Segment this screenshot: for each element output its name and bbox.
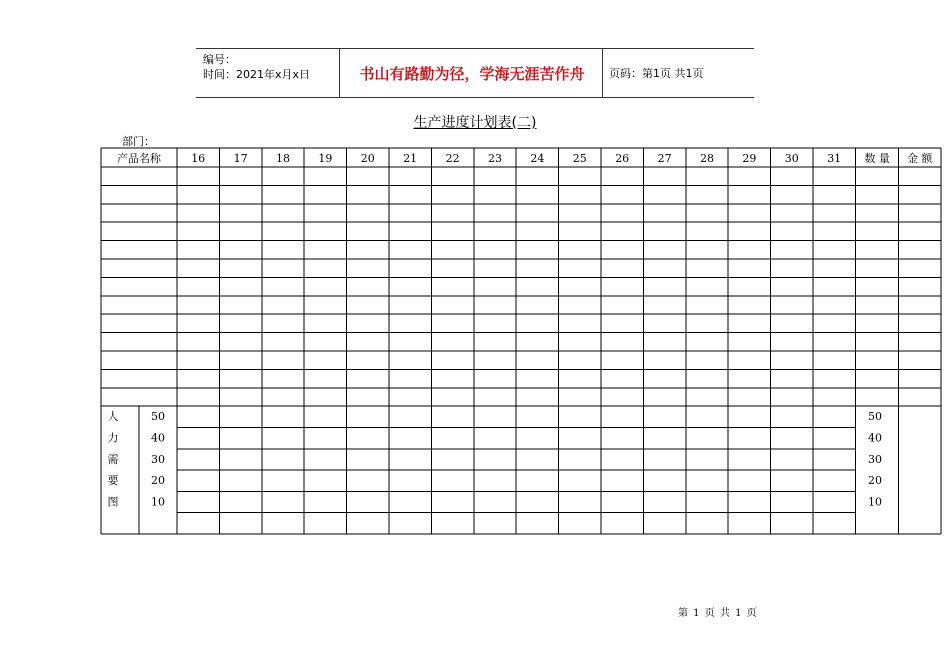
- day-header-18: 18: [276, 152, 290, 165]
- manpower-label-char: 图: [107, 495, 119, 509]
- left-scale-20: 20: [151, 474, 165, 488]
- day-header-29: 29: [742, 152, 757, 165]
- left-scale-10: 10: [151, 495, 165, 509]
- right-scale-50: 50: [868, 410, 882, 424]
- day-header-23: 23: [488, 152, 502, 165]
- day-header-24: 24: [530, 152, 545, 165]
- manpower-label-char: 要: [107, 474, 119, 488]
- day-header-28: 28: [700, 152, 714, 165]
- manpower-label-char: 需: [107, 452, 119, 466]
- day-header-22: 22: [445, 152, 460, 165]
- day-header-27: 27: [657, 152, 672, 165]
- day-header-16: 16: [191, 152, 206, 165]
- day-header-26: 26: [615, 152, 630, 165]
- right-scale-20: 20: [868, 474, 882, 488]
- left-scale-30: 30: [151, 452, 165, 466]
- left-scale-50: 50: [151, 410, 165, 424]
- number-label: 编号：: [203, 53, 236, 66]
- day-header-31: 31: [827, 152, 842, 165]
- day-header-20: 20: [360, 152, 375, 165]
- day-header-25: 25: [572, 152, 587, 165]
- time-label: 时间：2021年x月x日: [203, 68, 311, 81]
- product-name-header: 产品名称: [117, 152, 161, 165]
- page-footer: 第 1 页 共 1 页: [678, 608, 758, 619]
- right-scale-40: 40: [868, 431, 882, 445]
- quantity-header: 数 量: [864, 152, 890, 165]
- day-header-17: 17: [233, 152, 248, 165]
- motto: 书山有路勤为径，学海无涯苦作舟: [359, 64, 585, 83]
- page-info: 页码：第1页 共1页: [609, 67, 704, 80]
- left-scale-40: 40: [151, 431, 165, 445]
- amount-header: 金 额: [906, 152, 933, 165]
- right-scale-30: 30: [868, 452, 882, 466]
- manpower-label-char: 人: [107, 410, 119, 424]
- right-scale-10: 10: [868, 495, 882, 509]
- day-header-19: 19: [318, 152, 333, 165]
- page-title: 生产进度计划表(二): [413, 115, 537, 131]
- department-label: 部门：: [122, 135, 155, 148]
- day-header-21: 21: [403, 152, 418, 165]
- day-header-30: 30: [784, 152, 799, 165]
- manpower-label-char: 力: [107, 431, 119, 445]
